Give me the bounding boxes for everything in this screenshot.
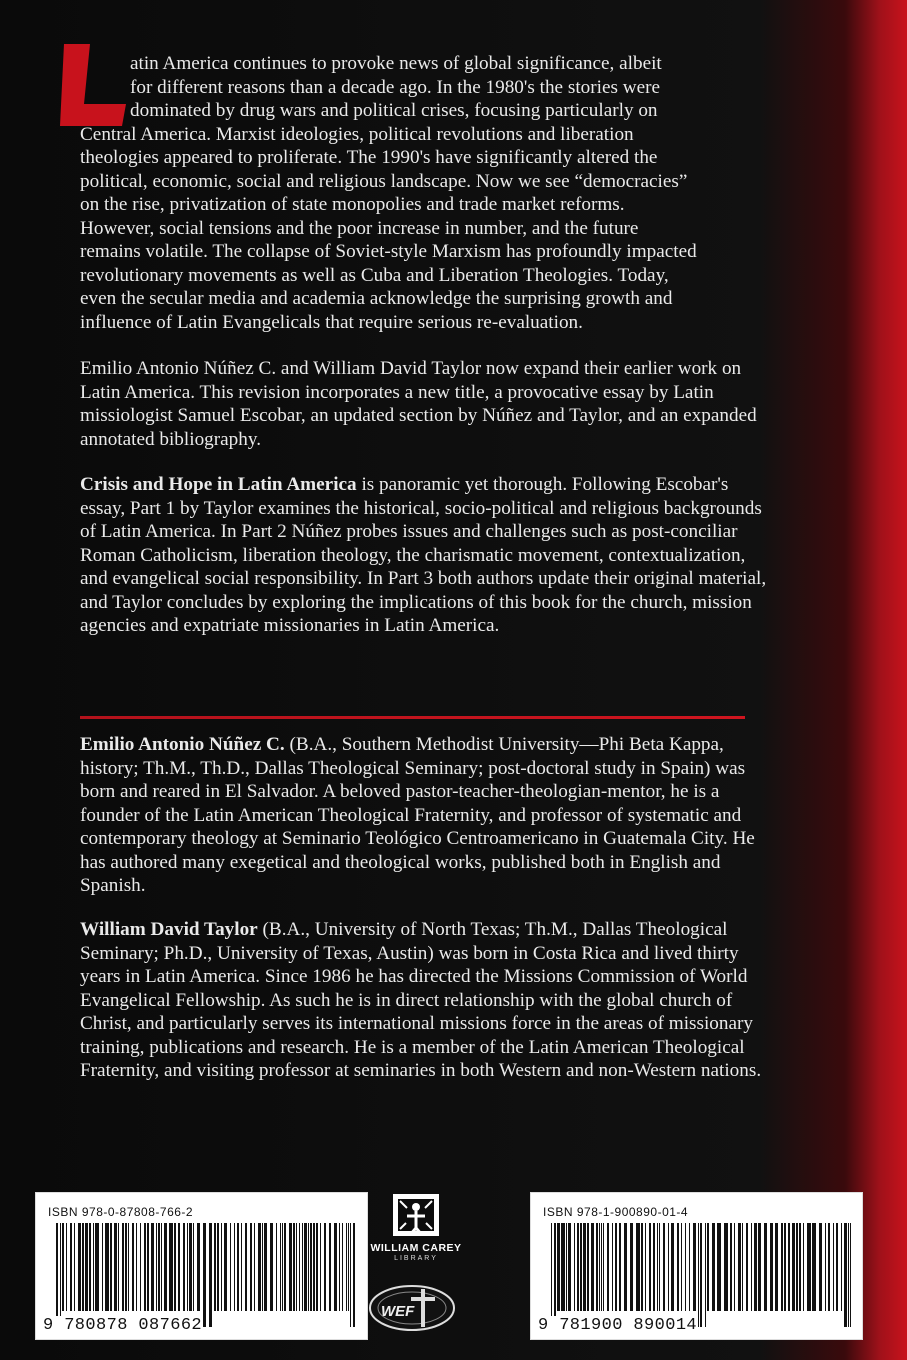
barcode-bar: [237, 1223, 239, 1311]
barcode-bar: [677, 1223, 679, 1311]
barcode-bar: [663, 1223, 665, 1311]
barcode-bar: [781, 1223, 783, 1311]
barcode-right: [530, 1192, 863, 1340]
barcode-bar: [105, 1223, 109, 1311]
barcode-bar: [132, 1223, 134, 1311]
summary-paragraph: [80, 473, 770, 638]
barcode-bar: [125, 1223, 127, 1311]
barcode-bar: [668, 1223, 669, 1311]
nunez-bio: [80, 733, 770, 898]
intro-line-4: Central America. Marxist ideologies, political revolutions and liberation: [80, 123, 634, 145]
barcode-bar: [82, 1223, 84, 1311]
barcode-bar: [56, 1223, 58, 1327]
barcode-bar: [607, 1223, 609, 1311]
barcode-bar: [700, 1223, 702, 1327]
red-divider: [80, 716, 745, 719]
barcode-bar: [657, 1223, 658, 1311]
barcode-bar: [264, 1223, 267, 1311]
barcode-bar: [764, 1223, 767, 1311]
barcode-bars-right: [551, 1223, 856, 1327]
barcode-bar: [203, 1223, 206, 1327]
barcode-bar: [174, 1223, 176, 1311]
barcode-bar: [221, 1223, 222, 1311]
barcode-bar: [784, 1223, 786, 1311]
barcode-bar: [705, 1223, 706, 1327]
barcode-bar: [796, 1223, 798, 1311]
barcode-bar: [214, 1223, 216, 1311]
barcode-bar: [102, 1223, 103, 1311]
barcode-bar: [587, 1223, 589, 1311]
barcode-bar: [282, 1223, 283, 1311]
barcode-bar: [93, 1223, 94, 1311]
barcode-bar: [178, 1223, 180, 1311]
barcode-bar: [156, 1223, 157, 1311]
intro-paragraph: [80, 52, 770, 334]
barcode-bar: [78, 1223, 81, 1311]
summary-text: is panoramic yet thorough. Following Escobar's essay, Part 1 by Taylor examines the historical, socio-political and religious backgrounds of Latin America. In Part 2 Núñez probes issues and challenges such as post-conciliar Roman Catholicism, liberation theology, the charismatic movement, contextualization, and evangelical social responsibility. In Part 3 both authors update their original material, and Taylor concludes by exploring the implications of this book for the church, mission agencies and expatriate missionaries in Latin America.: [80, 474, 767, 636]
barcode-bar: [193, 1223, 194, 1311]
barcode-bar: [717, 1223, 721, 1311]
barcode-bar: [95, 1223, 99, 1311]
barcode-bar: [289, 1223, 292, 1311]
barcode-bar: [583, 1223, 586, 1311]
barcode-bar: [601, 1223, 602, 1311]
barcode-bar: [136, 1223, 137, 1311]
barcode-bar: [110, 1223, 112, 1311]
barcode-bar: [144, 1223, 146, 1311]
barcode-bar: [551, 1223, 552, 1327]
barcode-bar: [122, 1223, 124, 1311]
publisher-sub: LIBRARY: [394, 1255, 438, 1262]
barcode-bars-left: [56, 1223, 361, 1327]
barcode-bar: [574, 1223, 575, 1311]
barcode-bar: [270, 1223, 273, 1311]
barcode-bar: [591, 1223, 594, 1311]
barcode-bar: [62, 1223, 64, 1311]
barcode-bar: [848, 1223, 849, 1327]
barcode-bar: [234, 1223, 235, 1311]
barcode-bar: [183, 1223, 185, 1311]
barcode-bar: [596, 1223, 598, 1311]
barcode-bar: [724, 1223, 728, 1311]
barcode-bar: [114, 1223, 117, 1311]
barcode-bar: [161, 1223, 162, 1311]
barcode-bar: [346, 1223, 347, 1311]
barcode-bar: [308, 1223, 309, 1311]
barcode-bar: [577, 1223, 579, 1311]
barcode-bar: [60, 1223, 61, 1327]
barcode-bar: [557, 1223, 560, 1311]
barcode-bar: [197, 1223, 200, 1311]
barcode-left: [35, 1192, 368, 1340]
barcode-bar: [342, 1223, 343, 1311]
barcode-bar: [624, 1223, 627, 1311]
barcode-bar: [754, 1223, 757, 1311]
barcode-bar: [254, 1223, 255, 1311]
barcode-bar: [70, 1223, 72, 1311]
barcode-bar: [803, 1223, 804, 1311]
barcode-bar: [653, 1223, 655, 1311]
barcode-bar: [224, 1223, 227, 1311]
barcode-bar: [245, 1223, 247, 1311]
barcode-bar: [164, 1223, 167, 1311]
barcode-bar: [836, 1223, 838, 1311]
barcode-bar: [659, 1223, 660, 1311]
taylor-bio: [80, 918, 770, 1083]
intro-line-12: influence of Latin Evangelicals that require serious re-evaluation.: [80, 311, 583, 333]
barcode-bar: [841, 1223, 842, 1311]
publisher-logo: [350, 1190, 482, 1270]
barcode-bar: [217, 1223, 219, 1311]
barcode-bar: [169, 1223, 173, 1311]
barcode-bar: [698, 1223, 699, 1327]
barcode-bar: [339, 1223, 340, 1311]
barcode-bar: [615, 1223, 617, 1311]
wef-label: WEF: [381, 1303, 415, 1320]
intro-line-2: for different reasons than a decade ago. In the 1980's the stories were: [130, 76, 661, 98]
barcode-bar: [775, 1223, 778, 1311]
nunez-name: Emilio Antonio Núñez C.: [80, 734, 285, 755]
barcode-digits-right: 9 781900 890014: [538, 1316, 698, 1335]
barcode-bar: [241, 1223, 242, 1311]
barcode-bar: [566, 1223, 567, 1311]
intro-line-5: theologies appeared to proliferate. The 1990's have significantly altered the: [80, 147, 658, 168]
barcode-bar: [645, 1223, 646, 1311]
barcode-bar: [158, 1223, 160, 1311]
barcode-bar: [262, 1223, 263, 1311]
barcode-bar: [230, 1223, 231, 1311]
barcode-bar: [819, 1223, 822, 1311]
barcode-bar: [348, 1223, 349, 1311]
barcode-bar: [85, 1223, 88, 1311]
barcode-bar: [147, 1223, 149, 1311]
taylor-bio-text: (B.A., University of North Texas; Th.M., Dallas Theological Seminary; Ph.D., University of Texas, Austin) was born in Costa Rica and lived thirty years in Latin America. Since 1986 he has directed the Missions Commission of World Evangelical Fellowship. As such he is in direct relationship with the global church of Christ, and particularly serves its international missions force in the areas of missionary training, publications and research. He is a member of the Latin American Theological Fraternity, and visiting professor at seminaries in both Western and non-Western nations.: [80, 919, 762, 1081]
barcode-bar: [693, 1223, 696, 1311]
barcode-bar: [825, 1223, 826, 1311]
barcode-bar: [742, 1223, 743, 1311]
revision-paragraph: Emilio Antonio Núñez C. and William David Taylor now expand their earlier work on Latin America. This revision incorporates a new title, a provocative essay by Latin missiologist Samuel Escobar, an updated section by Núñez and Taylor, and an expanded annotated bibliography.: [80, 358, 757, 450]
barcode-bar: [324, 1223, 326, 1311]
barcode-bar: [334, 1223, 337, 1311]
barcode-bar: [284, 1223, 286, 1311]
barcode-bar: [630, 1223, 633, 1311]
intro-line-10: revolutionary movements as well as Cuba and Liberation Theologies. Today,: [80, 264, 669, 286]
barcode-bar: [296, 1223, 297, 1311]
taylor-name: William David Taylor: [80, 919, 258, 940]
barcode-bar: [707, 1223, 709, 1311]
barcode-bar: [302, 1223, 303, 1311]
barcode-bar: [329, 1223, 331, 1311]
dropcap-letter: [60, 44, 132, 126]
barcode-bar: [276, 1223, 277, 1311]
intro-line-3: dominated by drug wars and political crises, focusing particularly on: [130, 100, 658, 121]
barcode-bar: [788, 1223, 790, 1311]
book-title: Crisis and Hope in Latin America: [80, 474, 357, 495]
isbn-right-label: ISBN 978-1-900890-01-4: [543, 1205, 689, 1219]
intro-line-6: political, economic, social and religious landscape. Now we see “democracies”: [80, 170, 688, 192]
barcode-bar: [712, 1223, 715, 1311]
barcode-bar: [118, 1223, 119, 1311]
barcode-bar: [844, 1223, 847, 1327]
barcode-bar: [189, 1223, 192, 1311]
barcode-bar: [828, 1223, 830, 1311]
barcode-bar: [685, 1223, 686, 1311]
barcode-bar: [280, 1223, 281, 1311]
barcode-bar: [304, 1223, 307, 1311]
barcode-bar: [568, 1223, 571, 1311]
intro-line-1: atin America continues to provoke news of global significance, albeit: [130, 53, 662, 74]
wef-logo-icon: [367, 1283, 457, 1333]
barcode-bar: [730, 1223, 732, 1311]
barcode-bar: [89, 1223, 91, 1311]
barcode-bar: [812, 1223, 816, 1311]
barcode-bar: [310, 1223, 312, 1311]
intro-line-9: remains volatile. The collapse of Soviet-style Marxism has profoundly impacted: [80, 241, 697, 262]
barcode-bar: [140, 1223, 141, 1311]
barcode-bar: [187, 1223, 188, 1311]
barcode-bar: [66, 1223, 67, 1311]
barcode-bar: [807, 1223, 811, 1311]
barcode-bar: [320, 1223, 321, 1311]
barcode-bar: [554, 1223, 556, 1327]
william-carey-emblem-icon: [389, 1190, 443, 1240]
barcode-bar: [770, 1223, 773, 1311]
barcode-bar: [313, 1223, 315, 1311]
barcode-bar: [599, 1223, 600, 1311]
barcode-bar: [758, 1223, 761, 1311]
barcode-bar: [734, 1223, 735, 1311]
barcode-bar: [671, 1223, 674, 1311]
barcode-bar: [258, 1223, 261, 1311]
barcode-bar: [833, 1223, 834, 1311]
nunez-bio-text: (B.A., Southern Methodist University—Phi Beta Kappa, history; Th.M., Th.D., Dallas Theological Seminary; post-doctoral study in Spain) was born and reared in El Salvador. A beloved pastor-teacher-theologian-mentor, he is a founder of the Latin American Theological Fraternity, and professor of systematic and contemporary theology at Seminario Teológico Centroamericano in Guatemala City. He has authored many exegetical and theological works, published both in English and Spanish.: [80, 734, 755, 896]
barcode-bar: [603, 1223, 604, 1311]
barcode-bar: [738, 1223, 741, 1311]
barcode-bar: [580, 1223, 582, 1311]
barcode-bar: [619, 1223, 621, 1311]
barcode-bar: [561, 1223, 565, 1311]
publisher-name: WILLIAM CAREY: [370, 1242, 462, 1254]
barcode-bar: [799, 1223, 801, 1311]
barcode-bar: [792, 1223, 795, 1311]
intro-line-8: However, social tensions and the poor increase in number, and the future: [80, 217, 639, 239]
barcode-bar: [74, 1223, 75, 1311]
barcode-bar: [250, 1223, 252, 1311]
barcode-bar: [316, 1223, 318, 1311]
barcode-bar: [746, 1223, 748, 1311]
barcode-bar: [128, 1223, 129, 1311]
barcode-bar: [151, 1223, 154, 1311]
intro-line-7: on the rise, privatization of state monopolies and trade market reforms.: [80, 194, 625, 215]
barcode-bar: [299, 1223, 300, 1311]
barcode-bar: [689, 1223, 690, 1311]
barcode-bar: [641, 1223, 643, 1311]
barcode-bar: [751, 1223, 752, 1311]
barcode-bar: [850, 1223, 851, 1327]
barcode-digits-left: 9 780878 087662: [43, 1316, 203, 1335]
barcode-bar: [293, 1223, 295, 1311]
isbn-left-label: ISBN 978-0-87808-766-2: [48, 1205, 194, 1219]
barcode-bar: [636, 1223, 640, 1311]
intro-line-11: even the secular media and academia acknowledge the surprising growth and: [80, 288, 673, 309]
barcode-bar: [209, 1223, 212, 1327]
barcode-bar: [649, 1223, 651, 1311]
barcode-bar: [681, 1223, 682, 1311]
barcode-bar: [612, 1223, 613, 1311]
